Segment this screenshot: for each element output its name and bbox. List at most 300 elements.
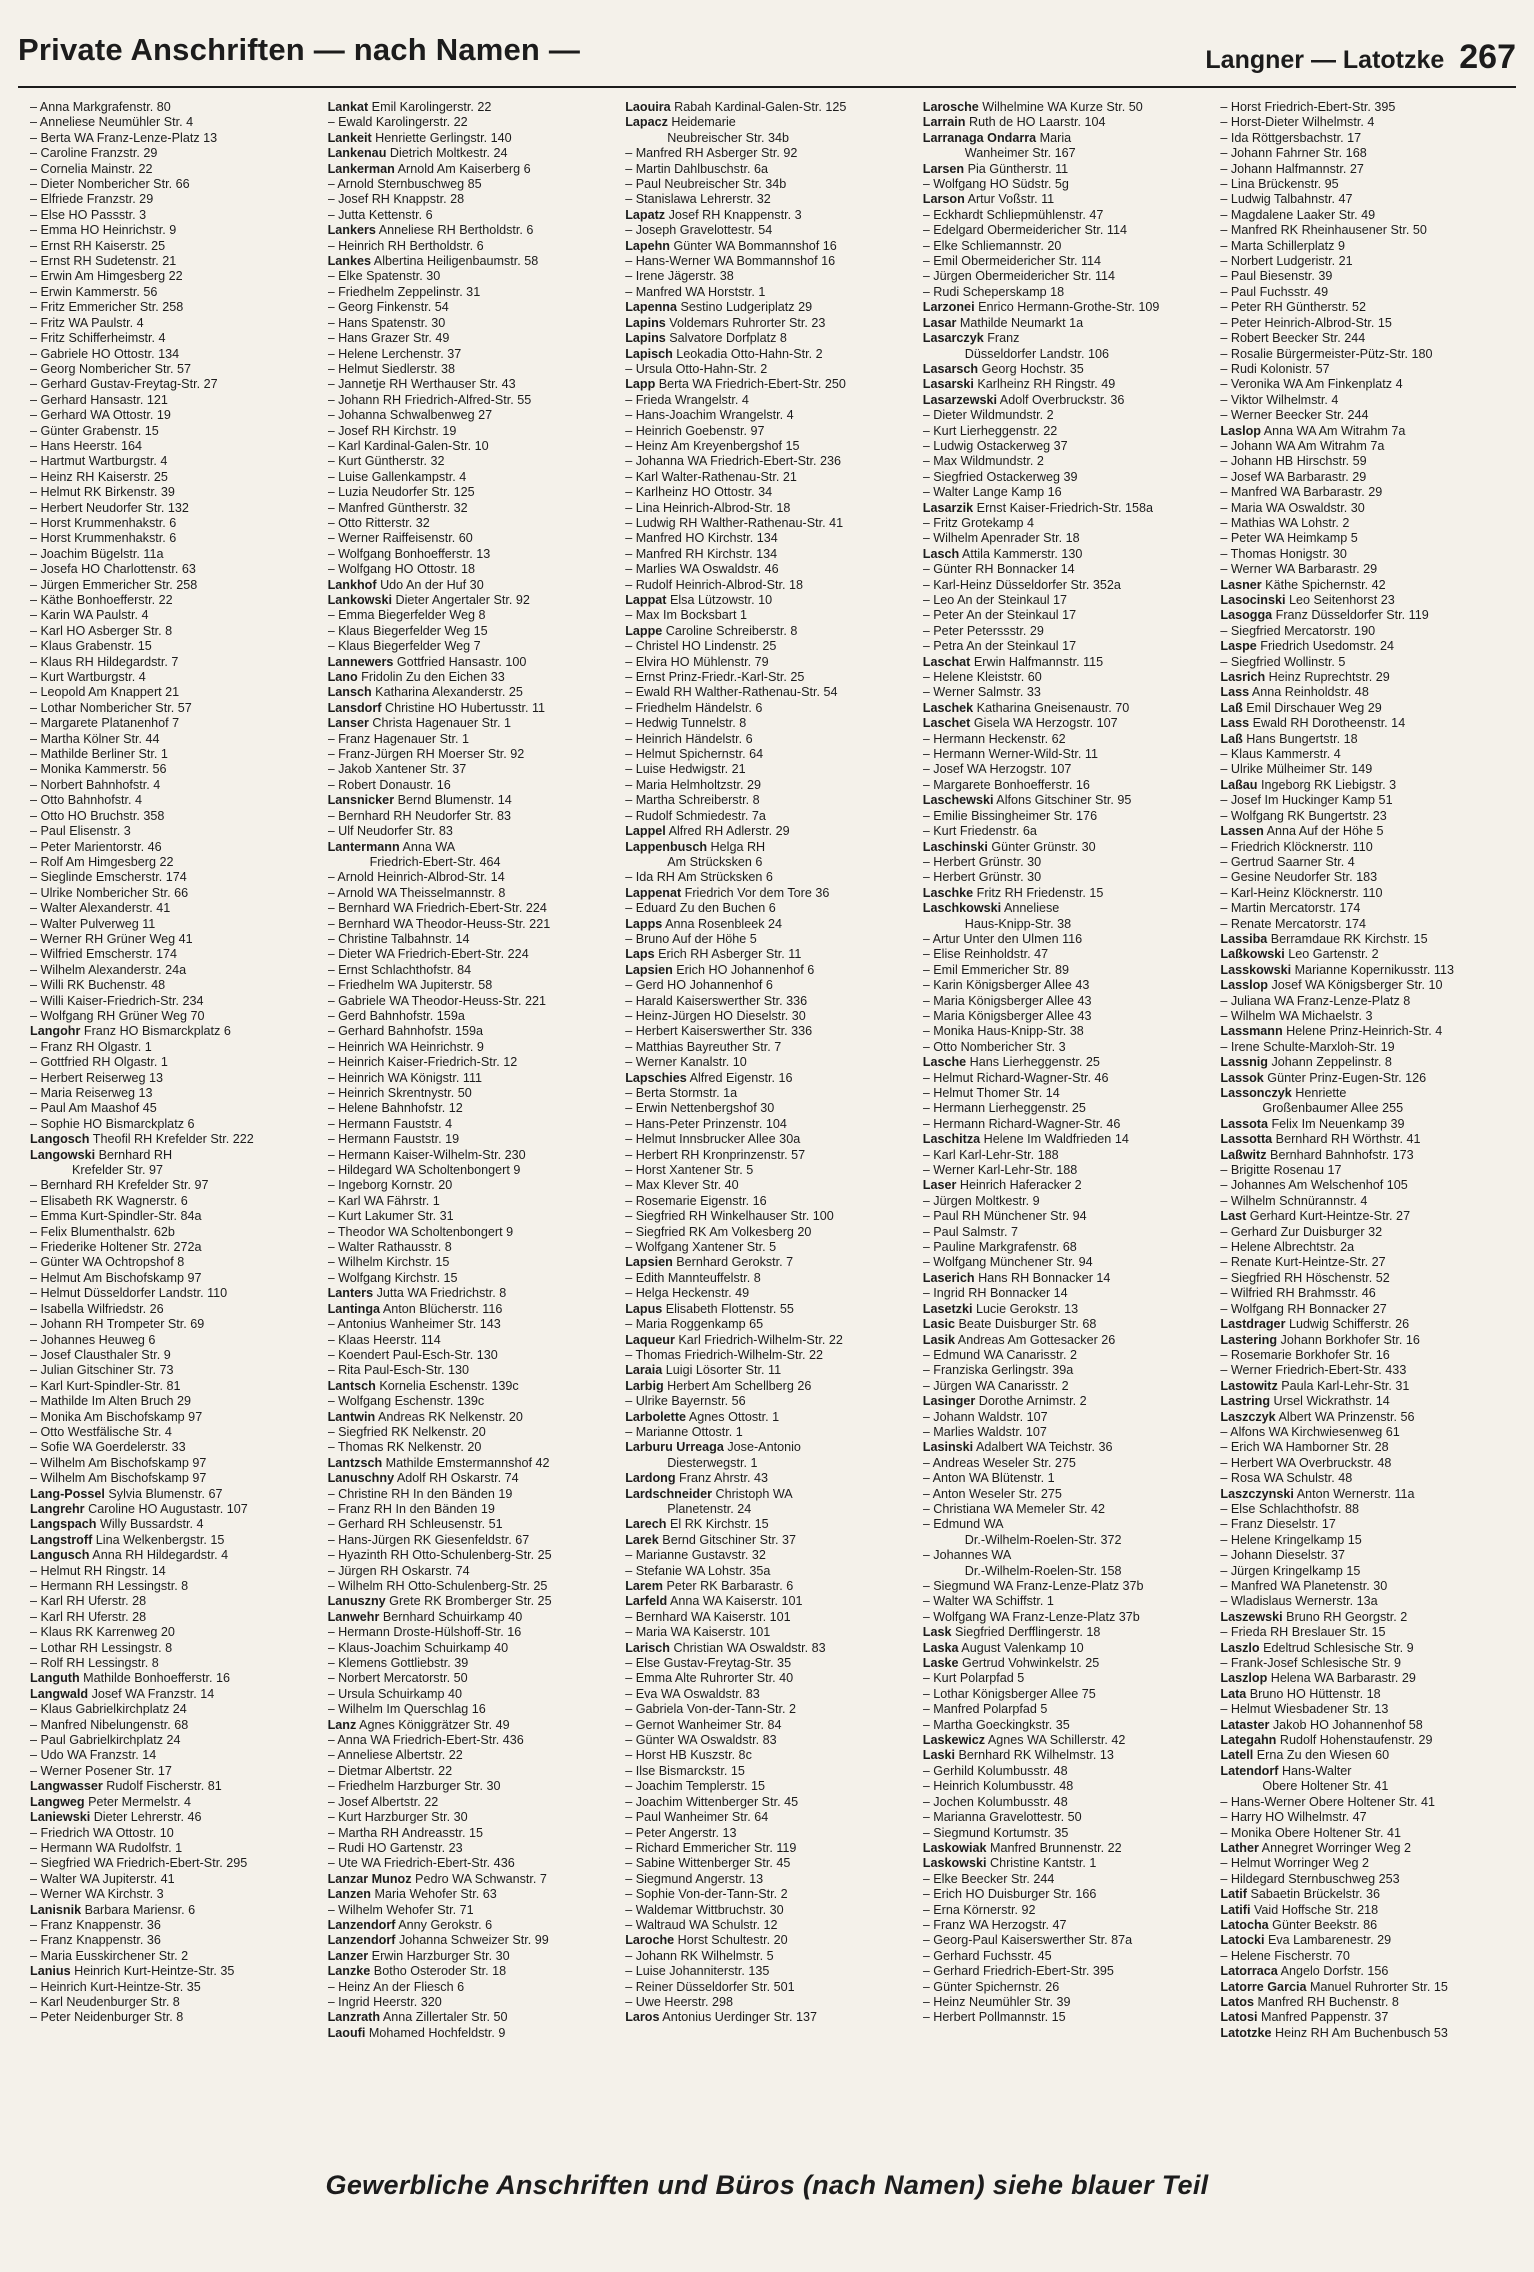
directory-entry: – Veronika WA Am Finkenplatz 4 <box>1220 377 1403 392</box>
directory-entry: – Hermann Kaiser-Wilhelm-Str. 230 <box>327 1147 526 1162</box>
entry-surname: Laserich <box>922 1270 975 1285</box>
directory-entry: Lastdrager Ludwig Schifferstr. 26 <box>1220 1317 1410 1332</box>
directory-entry: – Peter An der Steinkaul 17 <box>922 608 1077 623</box>
directory-entry: – Ulf Neudorfer Str. 83 <box>327 824 453 839</box>
entry-surname: Laschkowski <box>922 901 1002 916</box>
directory-entry: – Frieda RH Breslauer Str. 15 <box>1220 1625 1386 1640</box>
directory-entry: – Kurt Friedenstr. 6a <box>922 824 1037 839</box>
directory-entry: – Gerd Bahnhofstr. 159a <box>327 1008 465 1023</box>
directory-entry: – Emma Kurt-Spindler-Str. 84a <box>30 1209 202 1224</box>
directory-entry: Lasinger Dorothe Arnimstr. 2 <box>922 1394 1087 1409</box>
directory-entry: – Josef Albertstr. 22 <box>327 1794 439 1809</box>
directory-entry: Planetenstr. 24 <box>667 1501 752 1516</box>
directory-entry: – Friedrich Klöcknerstr. 110 <box>1220 839 1373 854</box>
entry-surname: Laros <box>625 2010 660 2025</box>
directory-entry: Lassiba Berramdaue RK Kirchstr. 15 <box>1220 931 1428 946</box>
directory-entry: – Erich HO Duisburger Str. 166 <box>922 1887 1097 1902</box>
directory-entry: – Fritz WA Paulstr. 4 <box>30 315 144 330</box>
directory-entry: – Wolfgang HO Ottostr. 18 <box>327 562 476 577</box>
entry-surname: Lanser <box>327 716 369 731</box>
directory-entry: – Käthe Bonhoefferstr. 22 <box>30 593 173 607</box>
directory-entry: – Walter Alexanderstr. 41 <box>30 901 171 916</box>
directory-entry: – Ludwig Talbahnstr. 47 <box>1220 192 1353 207</box>
directory-entry: Lapatz Josef RH Knappenstr. 3 <box>625 207 802 222</box>
directory-entry: – Gabriele HO Ottostr. 134 <box>30 346 180 361</box>
directory-entry: Lansnicker Bernd Blumenstr. 14 <box>327 793 512 808</box>
directory-entry: Lasarsch Georg Hochstr. 35 <box>922 361 1084 376</box>
directory-entry: – Paul Neubreischer Str. 34b <box>625 177 787 192</box>
directory-entry: Lasch Attila Kammerstr. 130 <box>922 546 1083 561</box>
directory-entry: – Peter Neidenburger Str. 8 <box>30 2010 184 2025</box>
directory-entry: – Wilhelm Am Bischofskamp 97 <box>30 1471 207 1486</box>
directory-entry: – Erich WA Hamborner Str. 28 <box>1220 1440 1389 1455</box>
directory-entry: Larzonei Enrico Hermann-Grothe-Str. 109 <box>922 300 1160 315</box>
directory-entry: – Franz RH In den Bänden 19 <box>327 1501 495 1516</box>
directory-entry: – Wolfgang Bonhoefferstr. 13 <box>327 546 491 561</box>
directory-entry: – Max Wildmundstr. 2 <box>922 454 1044 469</box>
directory-entry: – Heinz Am Kreyenbergshof 15 <box>625 438 800 453</box>
directory-entry: – Paul Wanheimer Str. 64 <box>625 1810 769 1825</box>
entry-surname: Langowski <box>30 1147 96 1162</box>
directory-entry: – Wolfgang RH Grüner Weg 70 <box>30 1008 205 1023</box>
directory-entry: – Wolfgang HO Südstr. 5g <box>922 177 1069 192</box>
directory-entry: Laslop Anna WA Am Witrahm 7a <box>1220 423 1406 438</box>
directory-entry: – Maria WA Oswaldstr. 30 <box>1220 500 1365 515</box>
directory-entry: Larbig Herbert Am Schellberg 26 <box>625 1378 812 1393</box>
directory-entry: Lanzen Maria Wehofer Str. 63 <box>327 1887 497 1902</box>
entry-surname: Laschek <box>922 700 974 715</box>
directory-column-3 <box>625 100 915 2140</box>
directory-entry: – Bernhard WA Friedrich-Ebert-Str. 224 <box>327 901 547 916</box>
directory-entry: – Paul Elisenstr. 3 <box>30 824 131 839</box>
directory-entry: Lastering Johann Borkhofer Str. 16 <box>1220 1332 1420 1347</box>
directory-entry: – Walter Rathausstr. 8 <box>327 1240 452 1255</box>
directory-entry: – Hermann Heckenstr. 62 <box>922 731 1066 746</box>
directory-entry: – Christiana WA Memeler Str. 42 <box>922 1501 1105 1516</box>
directory-entry: – Emil Obermeidericher Str. 114 <box>922 254 1102 269</box>
entry-surname: Larfeld <box>625 1594 668 1609</box>
directory-entry: – Klaus Grabenstr. 15 <box>30 639 152 654</box>
directory-entry: Lategahn Rudolf Hohenstaufenstr. 29 <box>1220 1733 1433 1748</box>
directory-entry: – Gerd HO Johannenhof 6 <box>625 978 773 993</box>
entry-surname: Laouira <box>625 100 671 114</box>
directory-column-1 <box>30 100 320 2140</box>
directory-entry: – Sabine Wittenberger Str. 45 <box>625 1856 791 1871</box>
directory-entry: – Wilhelm Schnürannstr. 4 <box>1220 1193 1368 1208</box>
directory-entry: – Siegfried RH Höschenstr. 52 <box>1220 1270 1390 1285</box>
entry-surname: Laoufi <box>327 2025 366 2040</box>
entry-surname: Lansdorf <box>327 700 382 715</box>
directory-entry: Lapp Berta WA Friedrich-Ebert-Str. 250 <box>625 377 846 392</box>
directory-entry: – Wilhelm WA Michaelstr. 3 <box>1220 1008 1373 1023</box>
directory-entry: – Maria Königsberger Allee 43 <box>922 993 1092 1008</box>
directory-entry: – Marianne Gustavstr. 32 <box>625 1548 766 1563</box>
directory-entry: Lang-Possel Sylvia Blumenstr. 67 <box>30 1486 223 1501</box>
directory-entry: – Paul Am Maashof 45 <box>30 1101 157 1116</box>
directory-entry: – Hermann Richard-Wagner-Str. 46 <box>922 1116 1121 1131</box>
directory-entry: Lasarzewski Adolf Overbruckstr. 36 <box>922 392 1125 407</box>
directory-entry: – Helmut Am Bischofskamp 97 <box>30 1270 202 1285</box>
directory-entry: – Klaus Biegerfelder Weg 7 <box>327 639 481 654</box>
directory-entry: Langohr Franz HO Bismarckplatz 6 <box>30 1024 231 1039</box>
directory-entry: – Rudolf Schmiedestr. 7a <box>625 808 766 823</box>
entry-surname: Lanuschny <box>327 1471 395 1486</box>
directory-entry: – Ernst RH Sudetenstr. 21 <box>30 254 177 269</box>
directory-entry: – Wilfried RH Brahmsstr. 46 <box>1220 1286 1376 1301</box>
entry-surname: Lantermann <box>327 839 400 854</box>
directory-entry: Laszlop Helena WA Barbarastr. 29 <box>1220 1671 1416 1686</box>
entry-surname: Lardschneider <box>625 1486 712 1501</box>
directory-entry: Larbolette Agnes Ottostr. 1 <box>625 1409 780 1424</box>
directory-entry: – Franziska Gerlingstr. 39a <box>922 1363 1074 1378</box>
directory-entry: – Gerhard Friedrich-Ebert-Str. 395 <box>922 1964 1114 1979</box>
directory-entry: – Herbert Grünstr. 30 <box>922 870 1042 885</box>
directory-entry: Lannewers Gottfried Hansastr. 100 <box>327 654 527 669</box>
directory-entry: – Paul Biesenstr. 39 <box>1220 269 1333 284</box>
directory-entry: – Siegmund Kortumstr. 35 <box>922 1825 1069 1840</box>
directory-entry: – Heinz An der Fliesch 6 <box>327 1979 465 1994</box>
directory-entry: Latell Erna Zu den Wiesen 60 <box>1220 1748 1390 1763</box>
directory-entry: – Wladislaus Wernerstr. 13a <box>1220 1594 1378 1609</box>
directory-entry: – Karl Kurt-Spindler-Str. 81 <box>30 1378 181 1393</box>
directory-entry: – Karl RH Uferstr. 28 <box>30 1594 147 1609</box>
directory-entry: – Heinrich Skrentnystr. 50 <box>327 1086 472 1100</box>
directory-entry: Lapenna Sestino Ludgeriplatz 29 <box>625 300 813 315</box>
directory-entry: – Heinrich Kolumbusstr. 48 <box>922 1779 1074 1794</box>
directory-column-5 <box>1220 100 1510 2140</box>
directory-entry: – Anna WA Friedrich-Ebert-Str. 436 <box>327 1733 524 1748</box>
directory-entry: – Walter WA Schiffstr. 1 <box>922 1594 1054 1609</box>
directory-entry: – Emma Biegerfelder Weg 8 <box>327 608 486 623</box>
directory-entry: – Horst-Dieter Wilhelmstr. 4 <box>1220 115 1375 130</box>
directory-entry: – Rudi HO Gartenstr. 23 <box>327 1840 463 1855</box>
entry-surname: Lata <box>1220 1686 1247 1701</box>
entry-surname: Lass <box>1220 685 1250 700</box>
directory-entry: – Helene Lerchenstr. 37 <box>327 346 462 361</box>
entry-surname: Lannewers <box>327 654 394 669</box>
directory-entry: – Ernst Schlachthofstr. 84 <box>327 962 472 977</box>
directory-entry: – Frieda Wrangelstr. 4 <box>625 392 749 407</box>
directory-entry: – Emilie Bissingheimer Str. 176 <box>922 808 1098 823</box>
entry-surname: Lankes <box>327 254 371 269</box>
directory-entry: – Peter WA Heimkamp 5 <box>1220 531 1358 546</box>
directory-entry: – Johanna WA Friedrich-Ebert-Str. 236 <box>625 454 842 469</box>
directory-entry: – Heinz RH Kaiserstr. 25 <box>30 469 168 484</box>
directory-entry: Lantermann Anna WA <box>327 839 456 854</box>
entry-surname: Laski <box>922 1748 955 1763</box>
entry-surname: Larech <box>625 1517 667 1532</box>
directory-entry: Lanzar Munoz Pedro WA Schwanstr. 7 <box>327 1871 547 1886</box>
entry-surname: Lanius <box>30 1964 71 1979</box>
entry-surname: Lastring <box>1220 1394 1271 1409</box>
directory-entry: – Rudi Kolonistr. 57 <box>1220 361 1330 376</box>
directory-entry: – Ingrid RH Bonnacker 14 <box>922 1286 1068 1301</box>
directory-entry: – Joachim Templerstr. 15 <box>625 1779 765 1794</box>
directory-entry: – Mathilde Berliner Str. 1 <box>30 747 168 762</box>
directory-entry: Lassen Anna Auf der Höhe 5 <box>1220 824 1384 839</box>
directory-entry: – Johanna Schwalbenweg 27 <box>327 408 493 423</box>
directory-entry: – Helga Heckenstr. 49 <box>625 1286 750 1301</box>
directory-entry: – Ida RH Am Strücksken 6 <box>625 870 773 885</box>
directory-entry: – Maria Eusskirchener Str. 2 <box>30 1948 189 1963</box>
directory-entry: Lankers Anneliese RH Bertholdstr. 6 <box>327 223 534 238</box>
directory-entry: Lappe Caroline Schreiberstr. 8 <box>625 623 798 638</box>
directory-entry: – Klaus Gabrielkirchplatz 24 <box>30 1702 187 1717</box>
directory-entry: Krefelder Str. 97 <box>72 1163 164 1178</box>
directory-entry: Lanters Jutta WA Friedrichstr. 8 <box>327 1286 507 1301</box>
entry-surname: Lankowski <box>327 593 392 607</box>
directory-entry: – Maria Königsberger Allee 43 <box>922 1008 1092 1023</box>
directory-entry: – Koendert Paul-Esch-Str. 130 <box>327 1347 498 1362</box>
directory-entry: – Eckhardt Schliepmühlenstr. 47 <box>922 207 1104 222</box>
directory-entry: – Horst Friedrich-Ebert-Str. 395 <box>1220 100 1396 114</box>
directory-entry: – Elke Schliemannstr. 20 <box>922 238 1062 253</box>
entry-surname: Lanwehr <box>327 1609 380 1624</box>
directory-entry: – Gerhard Gustav-Freytag-Str. 27 <box>30 377 218 392</box>
directory-entry: – Josef Im Huckinger Kamp 51 <box>1220 793 1393 808</box>
directory-entry: – Hildegard Sternbuschweg 253 <box>1220 1871 1400 1886</box>
directory-entry: – Fritz Grotekamp 4 <box>922 515 1035 530</box>
entry-surname: Lankers <box>327 223 376 238</box>
directory-entry: – Johann RK Wilhelmstr. 5 <box>625 1948 774 1963</box>
directory-entry: – Paul Gabrielkirchplatz 24 <box>30 1733 181 1748</box>
directory-entry: Lass Ewald RH Dorotheenstr. 14 <box>1220 716 1406 731</box>
entry-surname: Lastdrager <box>1220 1317 1286 1332</box>
directory-entry: Laschinski Günter Grünstr. 30 <box>922 839 1096 854</box>
directory-entry: – Heinrich WA Königstr. 111 <box>327 1070 483 1085</box>
directory-entry: – Herbert Pollmannstr. 15 <box>922 2010 1066 2025</box>
entry-surname: Lappenbusch <box>625 839 708 854</box>
directory-entry: – Otto Nombericher Str. 3 <box>922 1039 1066 1054</box>
directory-entry: – Karl-Heinz Düsseldorfer Str. 352a <box>922 577 1121 592</box>
directory-entry: Lasetzki Lucie Gerokstr. 13 <box>922 1301 1079 1316</box>
directory-entry: – Ute WA Friedrich-Ebert-Str. 436 <box>327 1856 515 1871</box>
entry-surname: Lanzke <box>327 1964 371 1979</box>
directory-entry: Latotzke Heinz RH Am Buchenbusch 53 <box>1220 2025 1448 2040</box>
directory-entry: Lanzendorf Johanna Schweizer Str. 99 <box>327 1933 549 1948</box>
entry-surname: Lanters <box>327 1286 374 1301</box>
entry-surname: Lapsien <box>625 962 673 977</box>
directory-entry: – Julian Gitschiner Str. 73 <box>30 1363 174 1378</box>
directory-entry: Laska August Valenkamp 10 <box>922 1640 1084 1655</box>
directory-entry: Lasslop Josef WA Königsberger Str. 10 <box>1220 978 1443 993</box>
directory-entry: Lansdorf Christine HO Hubertusstr. 11 <box>327 700 546 715</box>
entry-surname: Lapins <box>625 331 666 346</box>
directory-entry: Laschet Gisela WA Herzogstr. 107 <box>922 716 1118 731</box>
directory-entry: – Petra An der Steinkaul 17 <box>922 639 1077 654</box>
entry-surname: Lasocinski <box>1220 593 1286 607</box>
entry-surname: Lasic <box>922 1317 955 1332</box>
directory-entry: – Antonius Wanheimer Str. 143 <box>327 1317 501 1332</box>
directory-entry: – Arnold Heinrich-Albrod-Str. 14 <box>327 870 505 885</box>
directory-entry: Lasocinski Leo Seitenhorst 23 <box>1220 593 1395 607</box>
directory-entry: – Herbert RH Kronprinzenstr. 57 <box>625 1147 806 1162</box>
directory-entry: – Wolfgang Eschenstr. 139c <box>327 1394 485 1409</box>
directory-entry: – Georg Finkenstr. 54 <box>327 300 449 315</box>
directory-entry: – Paul Fuchsstr. 49 <box>1220 284 1329 299</box>
directory-entry: – Elke Spatenstr. 30 <box>327 269 441 284</box>
directory-entry: – Edelgard Obermeidericher Str. 114 <box>922 223 1127 238</box>
directory-entry: – Helene Kleiststr. 60 <box>922 670 1042 685</box>
entry-surname: Larbolette <box>625 1409 687 1424</box>
directory-entry: Langstroff Lina Welkenbergstr. 15 <box>30 1532 225 1547</box>
entry-surname: Lassiba <box>1220 931 1268 946</box>
directory-entry: Larranaga Ondarra Maria <box>922 130 1072 145</box>
directory-entry: – Kurt Wartburgstr. 4 <box>30 670 146 685</box>
entry-surname: Langrehr <box>30 1501 85 1516</box>
directory-entry: Laschitza Helene Im Waldfrieden 14 <box>922 1132 1129 1147</box>
directory-entry: Lankeit Henriette Gerlingstr. 140 <box>327 130 512 145</box>
directory-entry: – Günter WA Ochtropshof 8 <box>30 1255 185 1270</box>
directory-entry: – Ewald Karolingerstr. 22 <box>327 115 468 130</box>
entry-surname: Lanzrath <box>327 2010 381 2025</box>
entry-surname: Lapschies <box>625 1070 687 1085</box>
directory-entry: – Jochen Kolumbusstr. 48 <box>922 1794 1068 1809</box>
directory-entry: – Ursula Otto-Hahn-Str. 2 <box>625 361 768 376</box>
directory-entry: Laraia Luigi Lösorter Str. 11 <box>625 1363 782 1378</box>
entry-surname: Lastering <box>1220 1332 1278 1347</box>
directory-entry: – Helmut RK Birkenstr. 39 <box>30 485 175 500</box>
directory-entry: – Marianne Ottostr. 1 <box>625 1424 743 1439</box>
directory-entry: – Josef Clausthaler Str. 9 <box>30 1347 171 1362</box>
entry-surname: Larzonei <box>922 300 975 315</box>
entry-surname: Langspach <box>30 1517 97 1532</box>
directory-entry: – Hyazinth RH Otto-Schulenberg-Str. 25 <box>327 1548 552 1563</box>
directory-entry: Laoufi Mohamed Hochfeldstr. 9 <box>327 2025 506 2040</box>
entry-surname: Larranaga Ondarra <box>922 130 1037 145</box>
directory-entry: Neubreischer Str. 34b <box>667 130 789 145</box>
directory-entry: – Manfred WA Planetenstr. 30 <box>1220 1579 1388 1593</box>
directory-entry: Langusch Anna RH Hildegardstr. 4 <box>30 1548 229 1563</box>
directory-entry: – Marlies Waldstr. 107 <box>922 1424 1047 1439</box>
directory-entry: – Heinrich Kaiser-Friedrich-Str. 12 <box>327 1055 518 1070</box>
directory-entry: – Helmut Innsbrucker Allee 30a <box>625 1132 801 1147</box>
directory-entry: – Monika Kammerstr. 56 <box>30 762 167 777</box>
directory-entry: – Monika Obere Holtener Str. 41 <box>1220 1825 1401 1840</box>
directory-entry: – Karl Neudenburger Str. 8 <box>30 1994 180 2009</box>
directory-entry: – Alfons WA Kirchwiesenweg 61 <box>1220 1424 1400 1439</box>
entry-surname: Latocha <box>1220 1917 1269 1932</box>
entry-surname: Larson <box>922 192 965 207</box>
directory-entry: – Manfred Polarpfad 5 <box>922 1702 1048 1717</box>
directory-entry: – Luise Hedwigstr. 21 <box>625 762 746 777</box>
directory-entry: Lapschies Alfred Eigenstr. 16 <box>625 1070 793 1085</box>
directory-entry: – Wilhelm Kirchstr. 15 <box>327 1255 450 1270</box>
entry-surname: Laskowiak <box>922 1840 987 1855</box>
directory-entry: – Kurt Harzburger Str. 30 <box>327 1810 468 1825</box>
directory-entry: Lassok Günter Prinz-Eugen-Str. 126 <box>1220 1070 1427 1085</box>
directory-entry: – Gerhard Bahnhofstr. 159a <box>327 1024 484 1039</box>
directory-entry: Larburu Urreaga Jose-Antonio <box>625 1440 801 1455</box>
directory-entry: – Helmut Richard-Wagner-Str. 46 <box>922 1070 1109 1085</box>
directory-entry: – Wolfgang RK Bungertstr. 23 <box>1220 808 1387 823</box>
entry-surname: Laskewicz <box>922 1733 986 1748</box>
entry-surname: Lapehn <box>625 238 670 253</box>
directory-entry: Laschek Katharina Gneisenaustr. 70 <box>922 700 1130 715</box>
directory-entry: – Klaus RK Karrenweg 20 <box>30 1625 175 1640</box>
entry-surname: Langosch <box>30 1132 90 1147</box>
directory-entry: – Horst Krummenhakstr. 6 <box>30 531 177 546</box>
directory-entry: – Richard Emmericher Str. 119 <box>625 1840 797 1855</box>
directory-entry: – Karlheinz HO Ottostr. 34 <box>625 485 773 500</box>
directory-entry: Lasic Beate Duisburger Str. 68 <box>922 1317 1097 1332</box>
page-section-title: Private Anschriften — nach Namen — <box>18 32 581 67</box>
directory-entry: – Klaus-Joachim Schuirkamp 40 <box>327 1640 509 1655</box>
directory-entry: – Josef RH Knappstr. 28 <box>327 192 465 207</box>
directory-entry: – Bruno Auf der Höhe 5 <box>625 931 757 946</box>
directory-entry: – Dieter Nombericher Str. 66 <box>30 177 190 192</box>
directory-entry: – Manfred Güntherstr. 32 <box>327 500 468 515</box>
directory-entry: – Else Gustav-Freytag-Str. 35 <box>625 1656 792 1671</box>
entry-surname: Laskowski <box>922 1856 987 1871</box>
directory-entry: – Helmut Worringer Weg 2 <box>1220 1856 1369 1871</box>
directory-entry: – Thomas RK Nelkenstr. 20 <box>327 1440 482 1455</box>
directory-entry: – Edmund WA Canarisstr. 2 <box>922 1347 1078 1362</box>
entry-surname: Lapisch <box>625 346 673 361</box>
directory-entry: Langweg Peter Mermelstr. 4 <box>30 1794 191 1809</box>
directory-entry: – Edith Mannteuffelstr. 8 <box>625 1270 761 1285</box>
entry-surname: Lasetzki <box>922 1301 973 1316</box>
entry-surname: Langwasser <box>30 1779 103 1794</box>
directory-entry: Lardong Franz Ahrstr. 43 <box>625 1471 768 1486</box>
directory-entry: – Heinrich RH Bertholdstr. 6 <box>327 238 484 253</box>
entry-surname: Laßkowski <box>1220 947 1285 962</box>
directory-entry: – Manfred HO Kirchstr. 134 <box>625 531 778 546</box>
directory-entry: – Werner Raiffeisenstr. 60 <box>327 531 473 546</box>
directory-entry: – Sophie Von-der-Tann-Str. 2 <box>625 1887 788 1902</box>
directory-entry: Laß Hans Bungertstr. 18 <box>1220 731 1358 746</box>
directory-entry: – Marlies WA Oswaldstr. 46 <box>625 562 779 577</box>
entry-surname: Lasch <box>922 546 960 561</box>
directory-entry: Latorraca Angelo Dorfstr. 156 <box>1220 1964 1389 1979</box>
directory-entry: – Herbert Grünstr. 30 <box>922 854 1042 869</box>
directory-entry: Diesterwegstr. 1 <box>667 1455 758 1470</box>
directory-entry: – Johann WA Am Witrahm 7a <box>1220 438 1385 453</box>
directory-entry: Larfeld Anna WA Kaiserstr. 101 <box>625 1594 803 1609</box>
directory-entry: – Jürgen Obermeidericher Str. 114 <box>922 269 1116 284</box>
directory-column-4 <box>923 100 1213 2140</box>
page-number: 267 <box>1459 38 1516 76</box>
directory-entry: – Viktor Wilhelmstr. 4 <box>1220 392 1339 407</box>
entry-surname: Latifi <box>1220 1902 1251 1917</box>
directory-entry: – Lothar Nombericher Str. 57 <box>30 700 192 715</box>
directory-entry: – Norbert Ludgeristr. 21 <box>1220 254 1353 269</box>
directory-entry: – Franz Hagenauer Str. 1 <box>327 731 470 746</box>
entry-surname: Lapins <box>625 315 666 330</box>
directory-entry: – Jannetje RH Werthauser Str. 43 <box>327 377 516 392</box>
entry-surname: Lassok <box>1220 1070 1264 1085</box>
directory-entry: – Elisabeth RK Wagnerstr. 6 <box>30 1193 188 1208</box>
entry-surname: Laschitza <box>922 1132 981 1147</box>
directory-entry: Laschewski Alfons Gitschiner Str. 95 <box>922 793 1132 808</box>
directory-entry: Lass Anna Reinholdstr. 48 <box>1220 685 1369 700</box>
entry-surname: Laschat <box>922 654 971 669</box>
entry-surname: Langstroff <box>30 1532 93 1547</box>
entry-surname: Lapus <box>625 1301 663 1316</box>
directory-entry: – Margarete Platanenhof 7 <box>30 716 180 731</box>
directory-entry: – Friederike Holtener Str. 272a <box>30 1240 202 1255</box>
entry-surname: Lansnicker <box>327 793 395 808</box>
entry-surname: Laraia <box>625 1363 663 1378</box>
directory-entry: Lantzsch Mathilde Emstermannshof 42 <box>327 1455 550 1470</box>
directory-entry: Lasarzik Ernst Kaiser-Friedrich-Str. 158a <box>922 500 1154 515</box>
directory-entry: – Peter Peterssstr. 29 <box>922 623 1044 638</box>
entry-surname: Lankhof <box>327 577 377 592</box>
directory-entry: – Emil Emmericher Str. 89 <box>922 962 1070 977</box>
directory-entry: Lappat Elsa Lützowstr. 10 <box>625 593 773 607</box>
directory-entry: – Hartmut Wartburgstr. 4 <box>30 454 168 469</box>
directory-entry: – Joseph Gravelottestr. 54 <box>625 223 773 238</box>
